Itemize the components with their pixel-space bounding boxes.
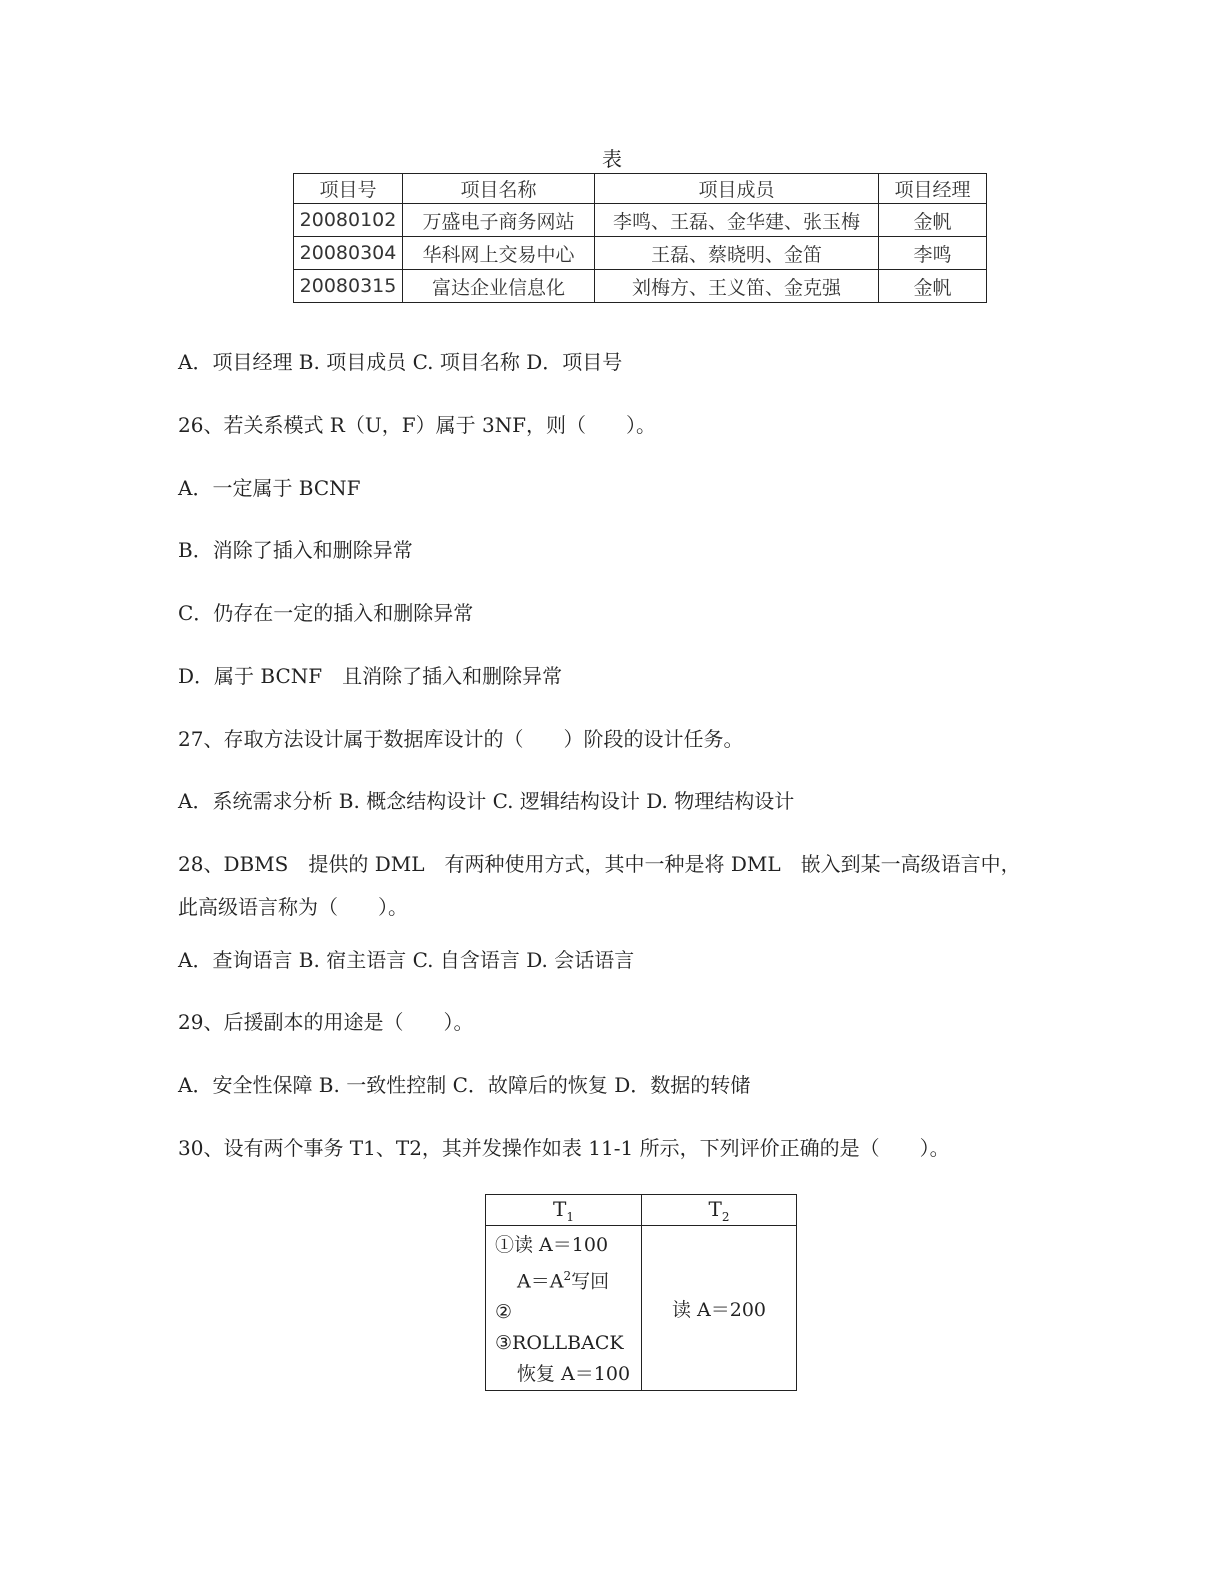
t1-operations bbox=[486, 1226, 642, 1391]
q28-options: A．查询语言 B. 宿主语言 C. 自含语言 D. 会话语言 bbox=[178, 948, 635, 972]
transaction-table bbox=[485, 1194, 797, 1391]
q30-question: 30、设有两个事务 T1、T2，其并发操作如表 11-1 所示，下列评价正确的是（ ）。 bbox=[178, 1136, 950, 1160]
q27-options: A．系统需求分析 B. 概念结构设计 C. 逻辑结构设计 D. 物理结构设计 bbox=[178, 789, 795, 813]
table-caption: 表 bbox=[602, 147, 622, 171]
header-project-manager: 项目经理 bbox=[879, 174, 987, 204]
transaction-row bbox=[486, 1226, 797, 1391]
q29-options: A．安全性保障 B. 一致性控制 C．故障后的恢复 D．数据的转储 bbox=[178, 1073, 751, 1097]
cell: 万盛电子商务网站 bbox=[403, 204, 595, 237]
cell: 20080304 bbox=[294, 237, 403, 270]
t1-step-2: ② bbox=[495, 1301, 513, 1324]
table-row bbox=[294, 270, 987, 303]
q26-option-d: D．属于 BCNF 且消除了插入和删除异常 bbox=[178, 664, 563, 688]
q26-question: 26、若关系模式 R（U，F）属于 3NF，则（ ）。 bbox=[178, 413, 657, 437]
header-project-name: 项目名称 bbox=[403, 174, 595, 204]
q28-question-line2: 此高级语言称为（ ）。 bbox=[178, 895, 408, 919]
table-row bbox=[294, 204, 987, 237]
t2-operations: 读 A＝200 bbox=[642, 1226, 797, 1391]
cell: 20080102 bbox=[294, 204, 403, 237]
q26-option-b: B．消除了插入和删除异常 bbox=[178, 538, 413, 562]
q28-question-line1: 28、DBMS 提供的 DML 有两种使用方式，其中一种是将 DML 嵌入到某一高级语言中， bbox=[178, 852, 1021, 876]
cell: 王磊、蔡晓明、金笛 bbox=[595, 237, 879, 270]
t1-step-1: ①读 A＝100 bbox=[495, 1234, 609, 1256]
header-project-members: 项目成员 bbox=[595, 174, 879, 204]
cell: 金帆 bbox=[879, 270, 987, 303]
t1-step-1-write: $A=A^2$写回 bbox=[517, 1269, 610, 1293]
q26-option-a: A．一定属于 BCNF bbox=[178, 476, 361, 500]
q26-option-c: C．仍存在一定的插入和删除异常 bbox=[178, 601, 474, 625]
cell: 金帆 bbox=[879, 204, 987, 237]
q25-options: A．项目经理 B. 项目成员 C. 项目名称 D．项目号 bbox=[178, 350, 623, 374]
cell: 华科网上交易中心 bbox=[403, 237, 595, 270]
table-row bbox=[294, 237, 987, 270]
cell: 20080315 bbox=[294, 270, 403, 303]
transaction-header-row bbox=[486, 1195, 797, 1226]
cell: 李鸣、王磊、金华建、张玉梅 bbox=[595, 204, 879, 237]
q29-question: 29、后援副本的用途是（ ）。 bbox=[178, 1010, 474, 1034]
header-t1: $T_1$ bbox=[486, 1195, 642, 1226]
table-header-row bbox=[294, 174, 987, 204]
t1-step-3-restore: 恢复 A＝100 bbox=[517, 1363, 631, 1386]
project-table bbox=[293, 173, 987, 303]
cell: 富达企业信息化 bbox=[403, 270, 595, 303]
header-t2: $T_2$ bbox=[642, 1195, 797, 1226]
cell: 刘梅方、王义笛、金克强 bbox=[595, 270, 879, 303]
q27-question: 27、存取方法设计属于数据库设计的（ ）阶段的设计任务。 bbox=[178, 727, 744, 751]
t1-step-3: ③ROLLBACK bbox=[495, 1332, 624, 1355]
cell: 李鸣 bbox=[879, 237, 987, 270]
header-project-id: 项目号 bbox=[294, 174, 403, 204]
